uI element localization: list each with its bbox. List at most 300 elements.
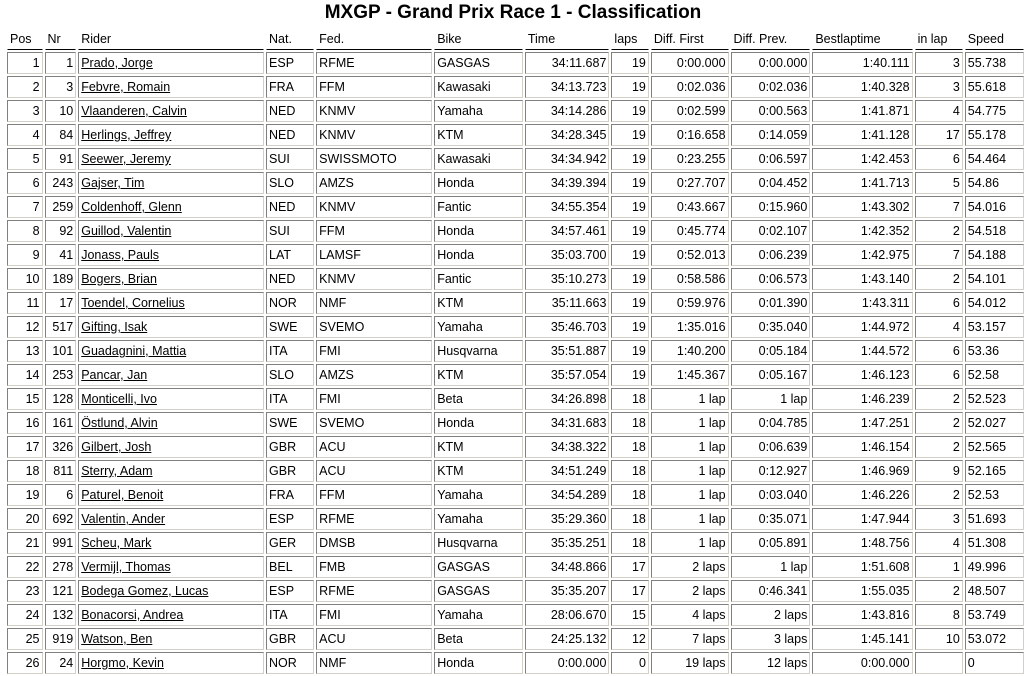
cell-diff-first: 2 laps [651, 580, 729, 602]
cell-bestlap: 1:48.756 [812, 532, 912, 554]
cell-fed: FMI [316, 388, 432, 410]
cell-bike: Yamaha [434, 484, 523, 506]
cell-in-lap: 3 [915, 76, 963, 98]
cell-pos: 17 [7, 436, 43, 458]
cell-laps: 19 [611, 124, 648, 146]
cell-fed: NMF [316, 292, 432, 314]
col-header-time: Time [525, 28, 610, 50]
cell-laps: 0 [611, 652, 648, 674]
cell-pos: 1 [7, 52, 43, 74]
cell-rider [78, 52, 264, 74]
cell-pos: 7 [7, 196, 43, 218]
cell-diff-prev: 1 lap [731, 556, 811, 578]
cell-fed: RFME [316, 580, 432, 602]
cell-laps: 19 [611, 340, 648, 362]
cell-speed: 54.464 [965, 148, 1024, 170]
cell-diff-first: 1:40.200 [651, 340, 729, 362]
cell-in-lap: 4 [915, 532, 963, 554]
cell-in-lap: 6 [915, 148, 963, 170]
cell-nat: NED [266, 100, 314, 122]
cell-in-lap [915, 652, 963, 674]
cell-diff-prev: 0:46.341 [731, 580, 811, 602]
cell-diff-first: 4 laps [651, 604, 729, 626]
cell-nr: 692 [45, 508, 77, 530]
rider-link[interactable]: Pancar, Jan [81, 368, 148, 382]
cell-nr: 811 [45, 460, 77, 482]
cell-bike: Yamaha [434, 604, 523, 626]
cell-in-lap: 6 [915, 340, 963, 362]
rider-link[interactable]: Gifting, Isak [81, 320, 148, 334]
cell-nat: ESP [266, 52, 314, 74]
cell-rider [78, 316, 264, 338]
cell-fed: AMZS [316, 364, 432, 386]
rider-link[interactable]: Paturel, Benoit [81, 488, 164, 502]
cell-rider [78, 460, 264, 482]
cell-speed: 53.749 [965, 604, 1024, 626]
cell-diff-first: 0:23.255 [651, 148, 729, 170]
cell-nr: 6 [45, 484, 77, 506]
cell-diff-prev: 0:02.107 [731, 220, 811, 242]
cell-nat: FRA [266, 76, 314, 98]
col-header-nat: Nat. [266, 28, 314, 50]
cell-time: 35:03.700 [525, 244, 610, 266]
cell-speed: 54.012 [965, 292, 1024, 314]
cell-diff-first: 1 lap [651, 532, 729, 554]
cell-nr: 919 [45, 628, 77, 650]
rider-link[interactable]: Bodega Gomez, Lucas [81, 584, 209, 598]
cell-speed: 0 [965, 652, 1024, 674]
cell-time: 35:51.887 [525, 340, 610, 362]
cell-diff-first: 0:58.586 [651, 268, 729, 290]
cell-laps: 19 [611, 316, 648, 338]
cell-speed: 52.565 [965, 436, 1024, 458]
cell-nr: 132 [45, 604, 77, 626]
rider-link[interactable]: Febvre, Romain [81, 80, 171, 94]
cell-rider [78, 76, 264, 98]
cell-laps: 18 [611, 388, 648, 410]
cell-bike: Honda [434, 244, 523, 266]
cell-nat: SLO [266, 364, 314, 386]
cell-diff-prev: 3 laps [731, 628, 811, 650]
cell-nat: LAT [266, 244, 314, 266]
cell-speed: 54.86 [965, 172, 1024, 194]
cell-laps: 12 [611, 628, 648, 650]
cell-in-lap: 2 [915, 220, 963, 242]
cell-speed: 54.188 [965, 244, 1024, 266]
cell-speed: 52.165 [965, 460, 1024, 482]
table-row [7, 172, 1024, 194]
cell-nat: ESP [266, 508, 314, 530]
cell-diff-first: 0:43.667 [651, 196, 729, 218]
table-row [7, 508, 1024, 530]
cell-diff-first: 0:45.774 [651, 220, 729, 242]
table-row [7, 580, 1024, 602]
cell-in-lap: 6 [915, 364, 963, 386]
cell-in-lap: 7 [915, 244, 963, 266]
cell-in-lap: 2 [915, 484, 963, 506]
rider-link[interactable]: Toendel, Cornelius [81, 296, 185, 310]
cell-time: 35:35.251 [525, 532, 610, 554]
cell-fed: SWISSMOTO [316, 148, 432, 170]
rider-link[interactable]: Guadagnini, Mattia [81, 344, 187, 358]
table-row [7, 148, 1024, 170]
cell-time: 34:57.461 [525, 220, 610, 242]
cell-speed: 54.775 [965, 100, 1024, 122]
cell-speed: 52.523 [965, 388, 1024, 410]
cell-diff-prev: 0:06.573 [731, 268, 811, 290]
table-row [7, 604, 1024, 626]
cell-diff-first: 1 lap [651, 460, 729, 482]
cell-time: 28:06.670 [525, 604, 610, 626]
cell-laps: 19 [611, 100, 648, 122]
cell-bike: Beta [434, 388, 523, 410]
rider-link[interactable]: Guillod, Valentin [81, 224, 172, 238]
cell-nat: NED [266, 268, 314, 290]
cell-time: 35:11.663 [525, 292, 610, 314]
cell-diff-first: 0:52.013 [651, 244, 729, 266]
cell-in-lap: 17 [915, 124, 963, 146]
cell-diff-first: 1 lap [651, 412, 729, 434]
table-row [7, 124, 1024, 146]
rider-link[interactable]: Sterry, Adam [81, 464, 153, 478]
cell-nat: SUI [266, 220, 314, 242]
cell-speed: 52.53 [965, 484, 1024, 506]
cell-fed: KNMV [316, 268, 432, 290]
cell-bestlap: 0:00.000 [812, 652, 912, 674]
cell-bestlap: 1:47.251 [812, 412, 912, 434]
cell-rider [78, 364, 264, 386]
cell-nr: 91 [45, 148, 77, 170]
cell-nat: GBR [266, 628, 314, 650]
cell-diff-prev: 0:04.785 [731, 412, 811, 434]
cell-fed: ACU [316, 436, 432, 458]
cell-nr: 128 [45, 388, 77, 410]
cell-nat: NED [266, 124, 314, 146]
col-header-nr: Nr [45, 28, 77, 50]
cell-time: 34:48.866 [525, 556, 610, 578]
cell-rider [78, 172, 264, 194]
cell-diff-prev: 0:05.167 [731, 364, 811, 386]
cell-bestlap: 1:47.944 [812, 508, 912, 530]
cell-laps: 17 [611, 580, 648, 602]
cell-in-lap: 2 [915, 412, 963, 434]
cell-in-lap: 3 [915, 508, 963, 530]
rider-link[interactable]: Prado, Jorge [81, 56, 153, 70]
cell-time: 35:10.273 [525, 268, 610, 290]
cell-fed: KNMV [316, 100, 432, 122]
rider-link[interactable]: Bonacorsi, Andrea [81, 608, 184, 622]
cell-time: 35:35.207 [525, 580, 610, 602]
cell-nat: ITA [266, 604, 314, 626]
cell-bestlap: 1:44.972 [812, 316, 912, 338]
cell-nat: GER [266, 532, 314, 554]
rider-link[interactable]: Bogers, Brian [81, 272, 157, 286]
table-row [7, 388, 1024, 410]
rider-link[interactable]: Watson, Ben [81, 632, 153, 646]
cell-speed: 53.072 [965, 628, 1024, 650]
cell-diff-first: 1 lap [651, 484, 729, 506]
cell-laps: 19 [611, 172, 648, 194]
cell-rider [78, 580, 264, 602]
cell-rider [78, 100, 264, 122]
cell-time: 34:51.249 [525, 460, 610, 482]
cell-rider [78, 268, 264, 290]
cell-laps: 19 [611, 268, 648, 290]
cell-pos: 22 [7, 556, 43, 578]
table-row [7, 652, 1024, 674]
cell-laps: 19 [611, 76, 648, 98]
cell-speed: 49.996 [965, 556, 1024, 578]
cell-nat: FRA [266, 484, 314, 506]
cell-nat: NOR [266, 292, 314, 314]
cell-fed: SVEMO [316, 412, 432, 434]
cell-time: 34:11.687 [525, 52, 610, 74]
cell-nat: SLO [266, 172, 314, 194]
cell-bike: Husqvarna [434, 532, 523, 554]
cell-bestlap: 1:46.123 [812, 364, 912, 386]
cell-diff-prev: 0:04.452 [731, 172, 811, 194]
cell-nat: BEL [266, 556, 314, 578]
cell-pos: 21 [7, 532, 43, 554]
cell-fed: FFM [316, 220, 432, 242]
cell-bike: Honda [434, 412, 523, 434]
cell-fed: NMF [316, 652, 432, 674]
rider-link[interactable]: Horgmo, Kevin [81, 656, 164, 670]
cell-in-lap: 1 [915, 556, 963, 578]
cell-nat: ITA [266, 388, 314, 410]
cell-bestlap: 1:44.572 [812, 340, 912, 362]
cell-rider [78, 652, 264, 674]
cell-laps: 19 [611, 364, 648, 386]
cell-rider [78, 604, 264, 626]
cell-nat: SUI [266, 148, 314, 170]
cell-speed: 51.308 [965, 532, 1024, 554]
rider-link[interactable]: Jonass, Pauls [81, 248, 160, 262]
cell-fed: FMI [316, 604, 432, 626]
cell-speed: 53.157 [965, 316, 1024, 338]
cell-time: 34:13.723 [525, 76, 610, 98]
cell-nr: 259 [45, 196, 77, 218]
cell-bestlap: 1:42.453 [812, 148, 912, 170]
cell-bestlap: 1:55.035 [812, 580, 912, 602]
cell-in-lap: 10 [915, 628, 963, 650]
table-row [7, 460, 1024, 482]
cell-in-lap: 7 [915, 196, 963, 218]
cell-laps: 18 [611, 412, 648, 434]
cell-pos: 12 [7, 316, 43, 338]
cell-nr: 517 [45, 316, 77, 338]
cell-time: 34:38.322 [525, 436, 610, 458]
cell-in-lap: 2 [915, 436, 963, 458]
cell-speed: 55.618 [965, 76, 1024, 98]
cell-pos: 10 [7, 268, 43, 290]
table-row [7, 556, 1024, 578]
cell-pos: 14 [7, 364, 43, 386]
cell-fed: LAMSF [316, 244, 432, 266]
cell-nr: 41 [45, 244, 77, 266]
cell-fed: FFM [316, 484, 432, 506]
cell-speed: 48.507 [965, 580, 1024, 602]
cell-nr: 84 [45, 124, 77, 146]
table-row [7, 100, 1024, 122]
cell-pos: 24 [7, 604, 43, 626]
cell-nr: 161 [45, 412, 77, 434]
cell-pos: 20 [7, 508, 43, 530]
cell-nr: 1 [45, 52, 77, 74]
cell-time: 34:31.683 [525, 412, 610, 434]
cell-bike: KTM [434, 292, 523, 314]
table-row [7, 340, 1024, 362]
cell-speed: 54.101 [965, 268, 1024, 290]
cell-bike: Honda [434, 172, 523, 194]
table-row [7, 484, 1024, 506]
cell-diff-prev: 2 laps [731, 604, 811, 626]
cell-pos: 9 [7, 244, 43, 266]
cell-nat: ESP [266, 580, 314, 602]
cell-diff-prev: 0:06.239 [731, 244, 811, 266]
table-row [7, 436, 1024, 458]
cell-time: 34:39.394 [525, 172, 610, 194]
cell-in-lap: 2 [915, 268, 963, 290]
cell-diff-prev: 0:14.059 [731, 124, 811, 146]
cell-pos: 16 [7, 412, 43, 434]
cell-bike: GASGAS [434, 580, 523, 602]
cell-bestlap: 1:45.141 [812, 628, 912, 650]
cell-bestlap: 1:46.226 [812, 484, 912, 506]
rider-link[interactable]: Scheu, Mark [81, 536, 152, 550]
cell-pos: 6 [7, 172, 43, 194]
cell-pos: 23 [7, 580, 43, 602]
cell-bike: Fantic [434, 196, 523, 218]
cell-time: 34:14.286 [525, 100, 610, 122]
rider-link[interactable]: Seewer, Jeremy [81, 152, 171, 166]
cell-pos: 8 [7, 220, 43, 242]
cell-diff-prev: 1 lap [731, 388, 811, 410]
cell-bike: Honda [434, 220, 523, 242]
header-row [7, 28, 1024, 50]
cell-bike: Beta [434, 628, 523, 650]
col-header-bike: Bike [434, 28, 523, 50]
rider-link[interactable]: Monticelli, Ivo [81, 392, 157, 406]
cell-laps: 18 [611, 436, 648, 458]
cell-time: 0:00.000 [525, 652, 610, 674]
table-row [7, 316, 1024, 338]
cell-diff-prev: 0:00.000 [731, 52, 811, 74]
table-row [7, 244, 1024, 266]
cell-diff-first: 1:45.367 [651, 364, 729, 386]
cell-pos: 19 [7, 484, 43, 506]
cell-in-lap: 2 [915, 388, 963, 410]
cell-diff-prev: 0:05.184 [731, 340, 811, 362]
col-header-laps: laps [611, 28, 648, 50]
cell-bike: GASGAS [434, 556, 523, 578]
cell-pos: 13 [7, 340, 43, 362]
cell-bike: Kawasaki [434, 76, 523, 98]
cell-rider [78, 196, 264, 218]
cell-in-lap: 4 [915, 100, 963, 122]
cell-rider [78, 628, 264, 650]
cell-diff-prev: 12 laps [731, 652, 811, 674]
cell-in-lap: 6 [915, 292, 963, 314]
cell-speed: 53.36 [965, 340, 1024, 362]
cell-diff-prev: 0:01.390 [731, 292, 811, 314]
cell-laps: 19 [611, 52, 648, 74]
rider-link[interactable]: Gajser, Tim [81, 176, 145, 190]
cell-diff-prev: 0:03.040 [731, 484, 811, 506]
cell-diff-first: 0:59.976 [651, 292, 729, 314]
cell-time: 24:25.132 [525, 628, 610, 650]
rider-link[interactable]: Coldenhoff, Glenn [81, 200, 182, 214]
col-header-pos: Pos [7, 28, 43, 50]
cell-time: 34:34.942 [525, 148, 610, 170]
cell-bestlap: 1:41.128 [812, 124, 912, 146]
cell-laps: 18 [611, 460, 648, 482]
cell-nat: NED [266, 196, 314, 218]
cell-rider [78, 220, 264, 242]
cell-diff-prev: 0:05.891 [731, 532, 811, 554]
cell-bestlap: 1:43.140 [812, 268, 912, 290]
cell-bestlap: 1:46.969 [812, 460, 912, 482]
table-row [7, 364, 1024, 386]
rider-link[interactable]: Gilbert, Josh [81, 440, 152, 454]
cell-speed: 55.738 [965, 52, 1024, 74]
cell-time: 35:29.360 [525, 508, 610, 530]
cell-diff-first: 1 lap [651, 508, 729, 530]
cell-rider [78, 436, 264, 458]
cell-rider [78, 148, 264, 170]
cell-fed: RFME [316, 508, 432, 530]
cell-fed: FMI [316, 340, 432, 362]
cell-pos: 11 [7, 292, 43, 314]
cell-bike: Yamaha [434, 316, 523, 338]
cell-bestlap: 1:41.713 [812, 172, 912, 194]
cell-nat: SWE [266, 316, 314, 338]
cell-nr: 92 [45, 220, 77, 242]
cell-in-lap: 2 [915, 580, 963, 602]
table-row [7, 532, 1024, 554]
rider-link[interactable]: Vlaanderen, Calvin [81, 104, 187, 118]
cell-bike: KTM [434, 124, 523, 146]
cell-speed: 52.58 [965, 364, 1024, 386]
rider-link[interactable]: Valentin, Ander [81, 512, 166, 526]
cell-nat: GBR [266, 436, 314, 458]
cell-nat: ITA [266, 340, 314, 362]
cell-pos: 2 [7, 76, 43, 98]
table-row [7, 268, 1024, 290]
cell-diff-prev: 0:06.597 [731, 148, 811, 170]
rider-link[interactable]: Östlund, Alvin [81, 416, 158, 430]
table-row [7, 412, 1024, 434]
cell-diff-prev: 0:35.071 [731, 508, 811, 530]
cell-bestlap: 1:46.154 [812, 436, 912, 458]
cell-laps: 19 [611, 148, 648, 170]
cell-bestlap: 1:43.816 [812, 604, 912, 626]
cell-fed: ACU [316, 628, 432, 650]
table-row [7, 628, 1024, 650]
table-row [7, 220, 1024, 242]
cell-diff-first: 1:35.016 [651, 316, 729, 338]
cell-bike: Kawasaki [434, 148, 523, 170]
cell-laps: 15 [611, 604, 648, 626]
cell-rider [78, 292, 264, 314]
cell-pos: 25 [7, 628, 43, 650]
cell-diff-prev: 0:00.563 [731, 100, 811, 122]
rider-link[interactable]: Herlings, Jeffrey [81, 128, 172, 142]
cell-bestlap: 1:40.328 [812, 76, 912, 98]
cell-laps: 17 [611, 556, 648, 578]
rider-link[interactable]: Vermijl, Thomas [81, 560, 171, 574]
cell-diff-prev: 0:02.036 [731, 76, 811, 98]
